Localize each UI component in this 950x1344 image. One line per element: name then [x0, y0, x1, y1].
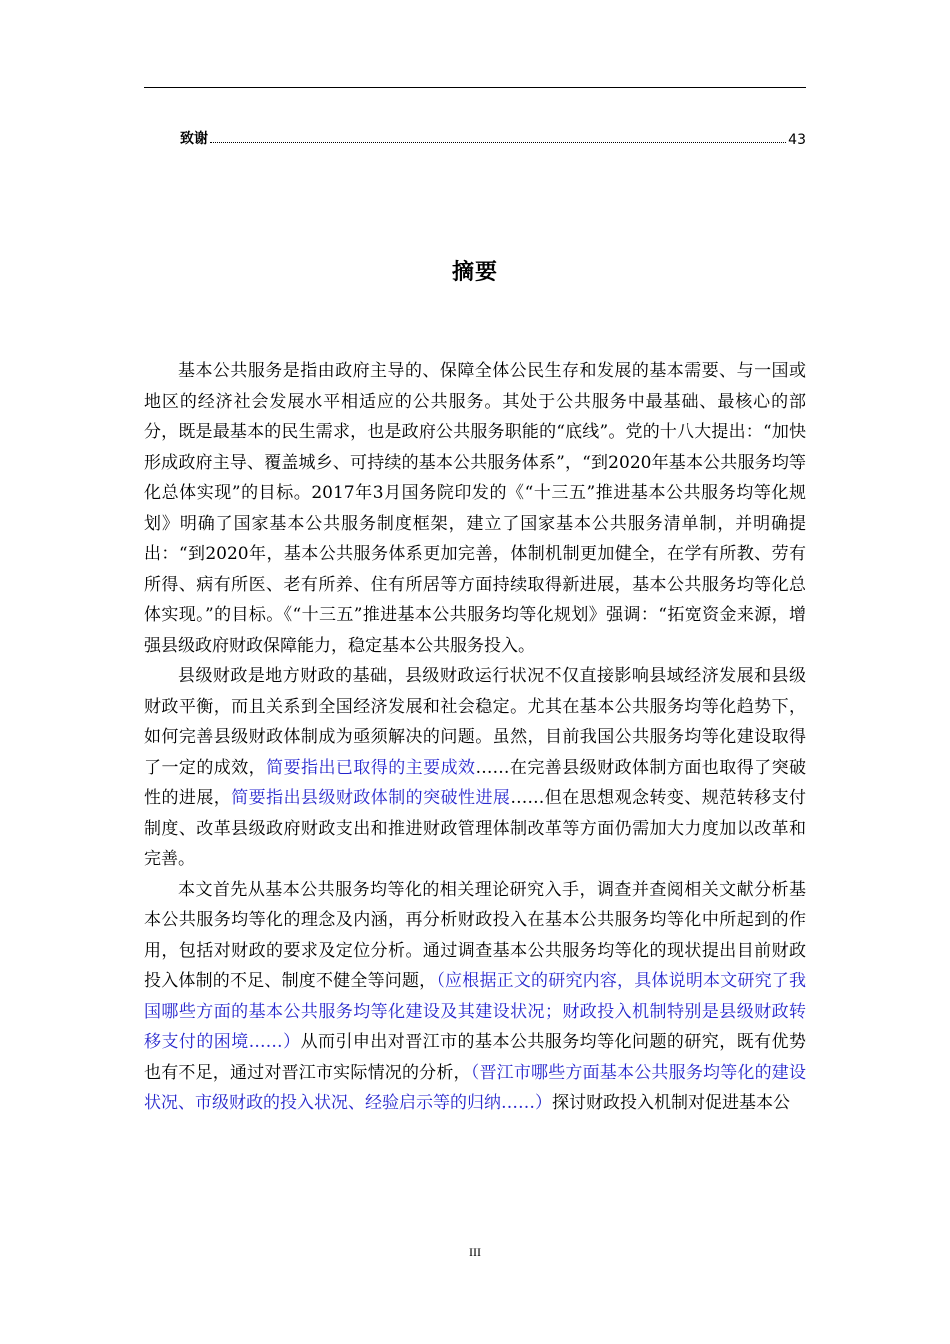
abstract-title: 摘要: [451, 260, 498, 285]
template-hint-text: （晋江市哪些方面基本公共服务均等化的建设状况、市级财政的投入状况、经验启示等的归纳……）: [144, 1062, 806, 1113]
header-rule: [144, 87, 806, 88]
paragraph-text: ……在完善县级财政体制方面也取得了突破性的进展，: [144, 757, 807, 808]
paragraph-text: 本文首先从基本公共服务均等化的相关理论研究入手，调查并查阅相关文献分析基本公共服务均等化的理念及内涵，再分析财政投入在基本公共服务均等化中所起到的作用，包括对财政的要求及定位分析。通过调查基本公共服务均等化的现状提出目前财政投入体制的不足、制度不健全等问题，: [144, 879, 806, 991]
template-hint-text: 简要指出已取得的主要成效: [266, 757, 476, 778]
footer-page-number: III: [469, 1245, 481, 1259]
toc-entry-label: 致谢: [180, 131, 208, 147]
abstract-paragraph: [144, 875, 806, 1119]
toc-entry-acknowledgements[interactable]: [180, 126, 806, 148]
abstract-paragraph: [144, 661, 806, 875]
paragraph-text: ……但在思想观念转变、规范转移支付制度、改革县级政府财政支出和推进财政管理体制改革等方面仍需加大力度加以改革和完善。: [144, 788, 807, 869]
toc-dot-leader: [210, 142, 786, 143]
paragraph-text: 基本公共服务是指由政府主导的、保障全体公民生存和发展的基本需要、与一国或地区的经济社会发展水平相适应的公共服务。其处于公共服务中最基础、最核心的部分，既是最基本的民生需求，也是政府公共服务职能的“底线”。党的十八大提出：“加快形成政府主导、覆盖城乡、可持续的基本公共服务体系”，“到2020年基本公共服务均等化总体实现”的目标。2017年3月国务院印发的《“十三五”推进基本公共服务均等化规划》明确了国家基本公共服务制度框架，建立了国家基本公共服务清单制，并明确提出：“到2020年，基本公共服务体系更加完善，体制机制更加健全，在学有所教、劳有所得、病有所医、老有所养、住有所居等方面持续取得新进展，基本公共服务均等化总体实现。”的目标。《“十三五”推进基本公共服务均等化规划》强调：“拓宽资金来源，增强县级政府财政保障能力，稳定基本公共服务投入。: [144, 361, 806, 656]
toc-entry-page-number: 43: [788, 132, 806, 148]
paragraph-text: 县级财政是地方财政的基础，县级财政运行状况不仅直接影响县域经济发展和县级财政平衡，而且关系到全国经济发展和社会稳定。尤其在基本公共服务均等化趋势下，如何完善县级财政体制成为亟须解决的问题。虽然，目前我国公共服务均等化建设取得了一定的成效，: [144, 666, 806, 778]
template-hint-text: 简要指出县级财政体制的突破性进展: [231, 788, 511, 808]
paragraph-text: 探讨财政投入机制对促进基本公: [552, 1093, 790, 1113]
abstract-paragraph: [144, 356, 806, 661]
abstract-body: [144, 356, 806, 1119]
paragraph-text: 从而引申出对晋江市的基本公共服务均等化问题的研究，既有优势也有不足，通过对晋江市实际情况的分析，: [144, 1032, 807, 1083]
template-hint-text: （应根据正文的研究内容，具体说明本文研究了我国哪些方面的基本公共服务均等化建设及其建设状况；财政投入机制特别是县级财政转移支付的困境……）: [144, 971, 807, 1052]
